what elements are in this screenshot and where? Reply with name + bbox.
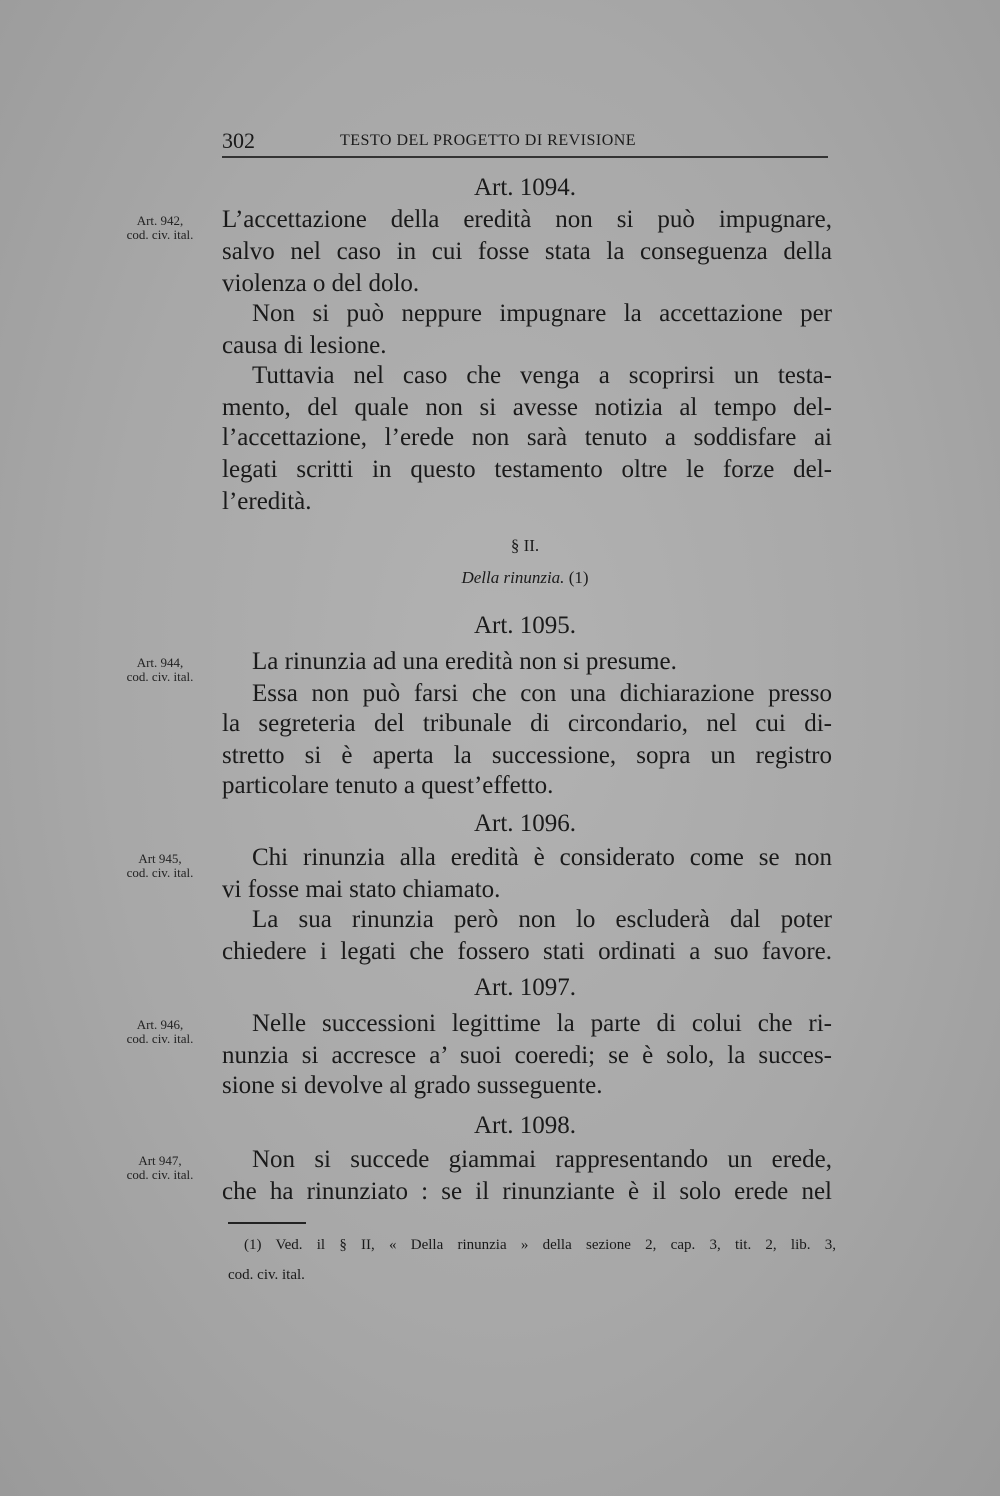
text-line: La sua rinunzia però non lo escluderà dal poter (252, 906, 832, 933)
text-line: salvo nel caso in cui fosse stata la conseguenza della (222, 238, 832, 265)
text-line: nunzia si accresce a’ suoi coeredi; se è solo, la succes- (222, 1042, 832, 1069)
text-line: legati scritti in questo testamento oltre le forze del- (222, 456, 832, 483)
margin-note-code: cod. civ. ital. (126, 865, 194, 880)
text-line: la segreteria del tribunale di circondario, nel cui di- (222, 710, 832, 737)
text-line: vi fosse mai stato chiamato. (222, 876, 501, 903)
section-title-text: Della rinunzia. (461, 568, 565, 587)
running-title: TESTO DEL PROGETTO DI REVISIONE (340, 132, 637, 149)
article-heading-1095: Art. 1095. (473, 612, 577, 639)
text-line: stretto si è aperta la successione, sopra un registro (222, 742, 832, 769)
text-line: Essa non può farsi che con una dichiarazione presso (252, 680, 832, 707)
article-heading-1094: Art. 1094. (473, 174, 577, 201)
footnote-line: (1) Ved. il § II, « Della rinunzia » della sezione 2, cap. 3, tit. 2, lib. 3, (244, 1237, 836, 1253)
section-mark: § II. (510, 536, 540, 555)
margin-note-code: cod. civ. ital. (126, 669, 194, 684)
text-line: L’accettazione della eredità non si può impugnare, (222, 206, 832, 233)
margin-note-1094 (110, 214, 210, 242)
text-line: violenza o del dolo. (222, 270, 420, 297)
margin-note-1096 (110, 852, 210, 880)
footnote-rule (228, 1222, 306, 1224)
margin-note-1097 (110, 1018, 210, 1046)
footnote-reference: (1) (568, 568, 589, 587)
margin-note-code: cod. civ. ital. (126, 1167, 194, 1182)
page-number: 302 (222, 128, 255, 153)
text-line: causa di lesione. (222, 332, 387, 359)
section-title (222, 568, 828, 588)
text-line: sione si devolve al grado susseguente. (222, 1072, 603, 1099)
margin-note-article: Art 945, (138, 851, 182, 866)
margin-note-article: Art. 946, (136, 1017, 184, 1032)
text-line: l’accettazione, l’erede non sarà tenuto a soddisfare ai (222, 424, 832, 451)
margin-note-article: Art 947, (138, 1153, 182, 1168)
margin-note-1098 (110, 1154, 210, 1182)
margin-note-code: cod. civ. ital. (126, 1031, 194, 1046)
text-line: Non si può neppure impugnare la accettazione per (252, 300, 832, 327)
margin-note-article: Art. 942, (136, 213, 184, 228)
article-heading-1097: Art. 1097. (473, 974, 577, 1001)
text-line: l’eredità. (222, 488, 312, 515)
text-line: che ha rinunziato : se il rinunziante è il solo erede nel (222, 1178, 832, 1205)
text-line: Tuttavia nel caso che venga a scoprirsi un testa- (252, 362, 832, 389)
page-header (222, 120, 828, 158)
margin-note-1095 (110, 656, 210, 684)
text-line: mento, del quale non si avesse notizia al tempo del- (222, 394, 832, 421)
text-line: Non si succede giammai rappresentando un erede, (252, 1146, 832, 1173)
text-line: Chi rinunzia alla eredità è considerato come se non (252, 844, 832, 871)
text-line: Nelle successioni legittime la parte di colui che ri- (252, 1010, 832, 1037)
margin-note-code: cod. civ. ital. (126, 227, 194, 242)
footnote-line: cod. civ. ital. (228, 1267, 305, 1283)
text-line: particolare tenuto a quest’effetto. (222, 772, 554, 799)
text-line: La rinunzia ad una eredità non si presume. (252, 648, 677, 675)
article-heading-1096: Art. 1096. (473, 810, 577, 837)
article-heading-1098: Art. 1098. (473, 1112, 577, 1139)
margin-note-article: Art. 944, (136, 655, 184, 670)
text-line: chiedere i legati che fossero stati ordinati a suo favore. (222, 938, 832, 965)
